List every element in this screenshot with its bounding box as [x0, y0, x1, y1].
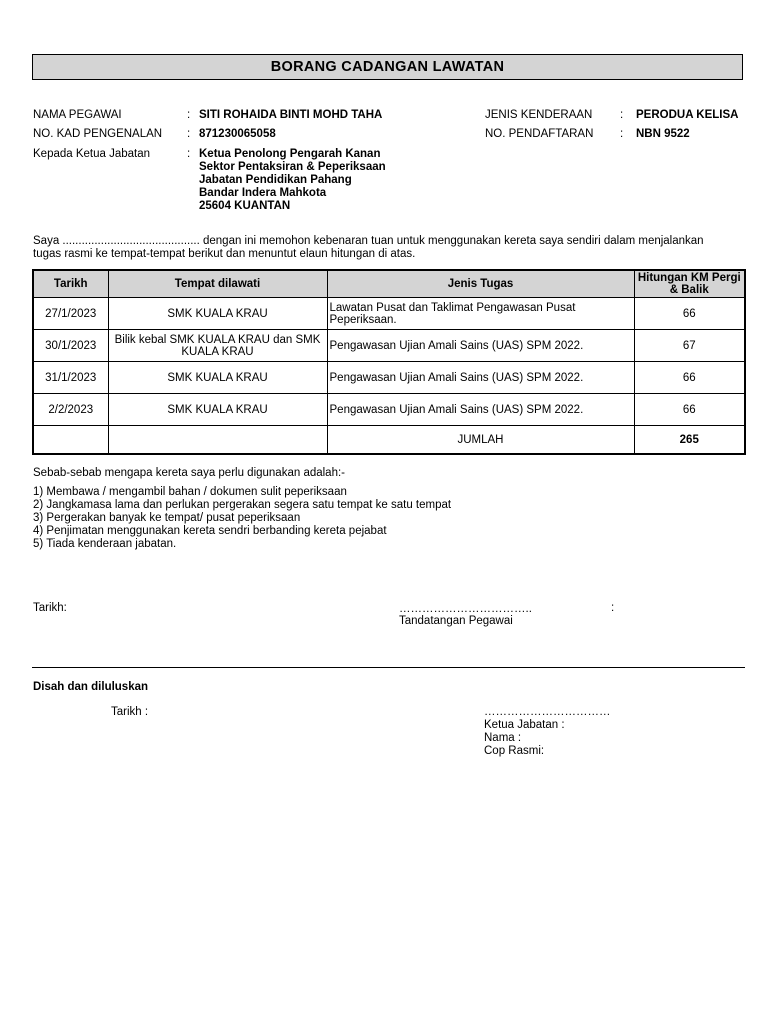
tandatangan-label: Tandatangan Pegawai [399, 615, 513, 627]
cell-jenis-tugas: Pengawasan Ujian Amali Sains (UAS) SPM 2022. [327, 394, 634, 426]
colon: : [611, 602, 615, 614]
cell-km: 66 [634, 298, 745, 330]
nama-label: NAMA PEGAWAI [33, 109, 122, 121]
colon: : [620, 109, 624, 121]
cell-tempat: SMK KUALA KRAU [108, 362, 327, 394]
tarikh-label: Tarikh: [33, 602, 67, 614]
cell-empty [33, 426, 108, 455]
cell-tarikh: 30/1/2023 [33, 330, 108, 362]
divider [32, 667, 745, 668]
ketua-label: Ketua Jabatan : [484, 719, 565, 731]
table-row [33, 362, 745, 394]
approval-heading: Disah dan diluluskan [33, 681, 149, 693]
table-row [33, 394, 745, 426]
cell-tarikh: 31/1/2023 [33, 362, 108, 394]
form-title: BORANG CADANGAN LAWATAN [32, 54, 743, 80]
nama-value: SITI ROHAIDA BINTI MOHD TAHA [199, 109, 383, 121]
reason-item: 4) Penjimatan menggunakan kereta sendri berbanding kereta pejabat [33, 525, 387, 537]
header-tarikh: Tarikh [33, 270, 108, 298]
signature-line: …………………………….. [399, 603, 532, 615]
colon: : [187, 128, 191, 140]
approval-signature-line: …………………………… [484, 706, 611, 718]
ic-value: 871230065058 [199, 128, 276, 140]
colon: : [620, 128, 624, 140]
cell-tarikh: 2/2/2023 [33, 394, 108, 426]
cell-tempat: SMK KUALA KRAU [108, 298, 327, 330]
table-row [33, 298, 745, 330]
header-hitungan-km: Hitungan KM Pergi & Balik [634, 270, 745, 298]
reason-item: 5) Tiada kenderaan jabatan. [33, 538, 177, 550]
kenderaan-value: PERODUA KELISA [636, 109, 739, 121]
kepada-label: Kepada Ketua Jabatan [33, 148, 151, 160]
cell-empty [108, 426, 327, 455]
cell-jenis-tugas: Pengawasan Ujian Amali Sains (UAS) SPM 2022. [327, 362, 634, 394]
cell-jenis-tugas: Pengawasan Ujian Amali Sains (UAS) SPM 2022. [327, 330, 634, 362]
reasons-section [33, 467, 451, 551]
address-line: Bandar Indera Mahkota [199, 187, 327, 199]
cell-jenis-tugas: Lawatan Pusat dan Taklimat Pengawasan Pusat Peperiksaan. [327, 298, 634, 330]
nama-field-label: Nama : [484, 732, 522, 744]
kepada-address [199, 148, 386, 213]
kenderaan-label: JENIS KENDERAAN [485, 109, 593, 121]
cell-tempat: Bilik kebal SMK KUALA KRAU dan SMK KUALA KRAU [108, 330, 327, 362]
reason-item: 2) Jangkamasa lama dan perlukan pergerakan segera satu tempat ke satu tempat [33, 499, 452, 511]
ic-label: NO. KAD PENGENALAN [33, 128, 163, 140]
total-row [33, 426, 745, 455]
address-line: Ketua Penolong Pengarah Kanan [199, 148, 381, 160]
cell-km: 66 [634, 362, 745, 394]
visits-table [32, 269, 746, 455]
pendaftaran-label: NO. PENDAFTARAN [485, 128, 594, 140]
address-line: Jabatan Pendidikan Pahang [199, 174, 352, 186]
address-line: 25604 KUANTAN [199, 200, 291, 212]
reasons-intro: Sebab-sebab mengapa kereta saya perlu digunakan adalah:- [33, 467, 345, 479]
cop-label: Cop Rasmi: [484, 745, 545, 757]
reason-item: 1) Membawa / mengambil bahan / dokumen sulit peperiksaan [33, 486, 347, 498]
address-line: Sektor Pentaksiran & Peperiksaan [199, 161, 386, 173]
total-value: 265 [634, 426, 745, 455]
reason-item: 3) Pergerakan banyak ke tempat/ pusat peperiksaan [33, 512, 301, 524]
header-jenis-tugas: Jenis Tugas [327, 270, 634, 298]
colon: : [187, 148, 191, 160]
pendaftaran-value: NBN 9522 [636, 128, 690, 140]
total-label: JUMLAH [327, 426, 634, 455]
cell-km: 66 [634, 394, 745, 426]
table-header-row [33, 270, 745, 298]
approval-tarikh: Tarikh : [111, 706, 149, 718]
table-row [33, 330, 745, 362]
cell-tarikh: 27/1/2023 [33, 298, 108, 330]
header-tempat: Tempat dilawati [108, 270, 327, 298]
cell-tempat: SMK KUALA KRAU [108, 394, 327, 426]
colon: : [187, 109, 191, 121]
cell-km: 67 [634, 330, 745, 362]
intro-text: Saya ........................................... dengan ini memohon kebenaran tuan untuk menggunakan kereta saya sendiri dalam menjalankan tugas rasmi ke tempat-tempat berikut dan menuntut elaun hitungan di atas. [33, 235, 704, 260]
